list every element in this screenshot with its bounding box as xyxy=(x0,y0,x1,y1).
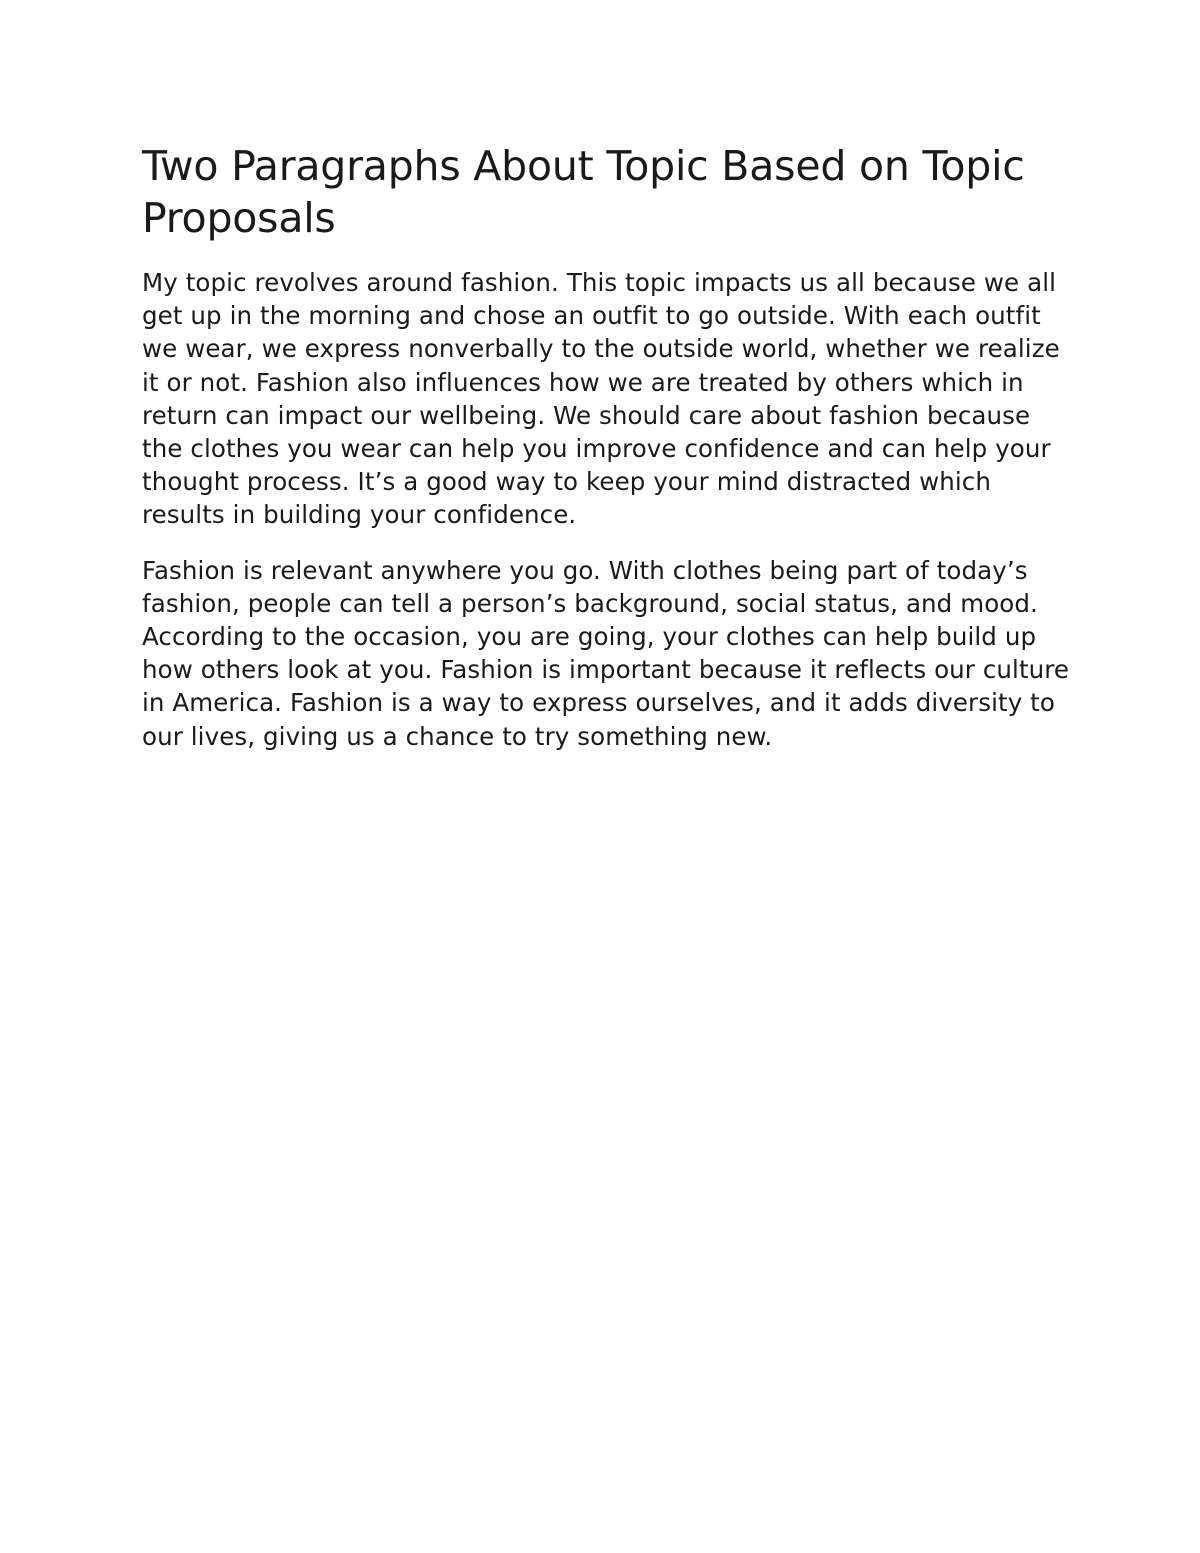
document-title: Two Paragraphs About Topic Based on Topic Proposals xyxy=(142,142,1025,242)
document-body xyxy=(142,140,1072,753)
paragraph-2: Fashion is relevant anywhere you go. With clothes being part of today’s fashion, people can tell a person’s background, social status, and mood. According to the occasion, you are going, your clothes can help build up how others look at you. Fashion is important because it reflects our culture in America. Fashion is a way to express ourselves, and it adds diversity to our lives, giving us a chance to try something new. xyxy=(142,555,1070,751)
paragraph-1: My topic revolves around fashion. This topic impacts us all because we all get up in the morning and chose an outfit to go outside. With each outfit we wear, we express nonverbally to the outside world, whether we realize it or not. Fashion also influences how we are treated by others which in return can impact our wellbeing. We should care about fashion because the clothes you wear can help you improve confidence and can help your thought process. It’s a good way to keep your mind distracted which results in building your confidence. xyxy=(142,268,1060,530)
